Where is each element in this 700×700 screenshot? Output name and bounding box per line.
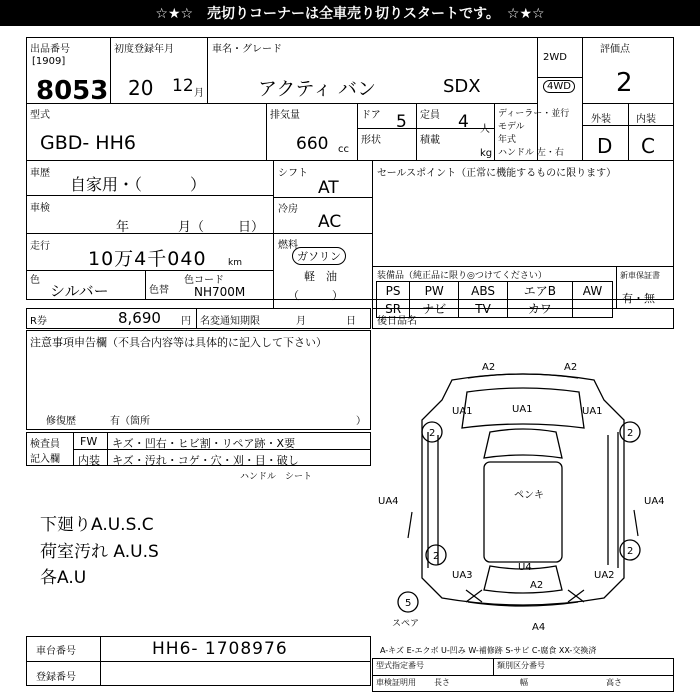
first-reg-month: 12 xyxy=(172,76,194,96)
mark-paint: ペンキ xyxy=(514,490,544,501)
equip-pw: PW xyxy=(410,282,459,300)
history-value: 自家用・（ ） xyxy=(70,175,207,194)
memo-line-1: 下廻りA.U.S.C xyxy=(40,515,154,535)
length-label: 長さ xyxy=(434,678,450,687)
model-label: 型式 xyxy=(30,110,50,121)
mark-a4: A4 xyxy=(532,622,546,633)
shaken-year: 年 xyxy=(116,220,130,235)
door-value: 5 xyxy=(396,112,407,132)
mark-a2-left: A2 xyxy=(482,362,496,373)
fuel-diesel: 軽 油 xyxy=(304,270,337,283)
chassis-label: 車台番号 xyxy=(36,646,76,657)
first-reg-year: 20 xyxy=(128,76,154,100)
handle-label: ハンドル 左・右 xyxy=(498,148,564,158)
lot-sub: [1909] xyxy=(32,56,66,67)
mark-a2-back: A2 xyxy=(530,580,544,591)
shaken-label: 車検 xyxy=(30,203,50,214)
repair-value: 有（箇所 xyxy=(110,416,150,427)
width-label: 幅 xyxy=(520,678,528,687)
car-name: アクティ バン xyxy=(258,78,376,100)
spare-label: スペア xyxy=(392,619,420,629)
mark-ua1-right: UA1 xyxy=(582,406,603,417)
tone-label: 色替 xyxy=(149,285,169,296)
inspector-label: 検査員 xyxy=(30,439,60,450)
reg-label: 登録番号 xyxy=(36,672,76,683)
rear-bumper xyxy=(468,602,578,606)
shift-label: シフト xyxy=(278,168,308,179)
handle-seat-note: ハンドル シート xyxy=(240,472,313,482)
disp-label: 排気量 xyxy=(270,110,300,121)
score-label: 評価点 xyxy=(600,44,630,55)
after-label: 後日品名 xyxy=(377,316,417,327)
year-label: 年式 xyxy=(498,135,517,145)
fuel-other: （ ） xyxy=(288,289,343,302)
fuel-label: 燃料 xyxy=(278,240,298,251)
recycle-unit: 円 xyxy=(181,316,191,327)
mileage-unit: km xyxy=(228,258,242,268)
spare-value: 5 xyxy=(405,598,412,609)
ext-label: 外装 xyxy=(591,114,611,125)
roof xyxy=(484,462,562,562)
mark-2-fr: 2 xyxy=(627,428,634,439)
model-value: GBD- HH6 xyxy=(40,132,136,154)
model-year-label: モデル xyxy=(498,122,525,132)
mark-ua1-center: UA1 xyxy=(512,404,533,415)
shaken-month: 月（ xyxy=(178,220,205,235)
equip-tv: TV xyxy=(459,300,508,318)
load-label: 積載 xyxy=(420,135,440,146)
notes-label: 注意事項申告欄（不具合内容等は具体的に記入して下さい） xyxy=(30,336,327,349)
fw-items: キズ・凹右・ヒビ割・リペア跡・X要 xyxy=(112,437,296,450)
capacity-value: 4 xyxy=(458,112,469,132)
int-score: C xyxy=(641,134,655,158)
deadline-day: 日 xyxy=(346,316,356,327)
drive-2wd: 2WD xyxy=(543,52,567,63)
recycle-value: 8,690 xyxy=(118,309,161,327)
capacity-unit: 人 xyxy=(480,124,490,135)
first-reg-unit: 月 xyxy=(194,88,204,99)
header-title: ☆★☆ 売切りコーナーは全車売り切りスタートです。 ☆★☆ xyxy=(155,6,545,22)
mark-u4: U4 xyxy=(518,562,532,573)
legend: A-キズ E-エクボ U-凹み W-補修跡 S-サビ C-腐食 XX-交換済 xyxy=(380,646,597,655)
shape-label: 形状 xyxy=(361,135,381,146)
fuel-gasoline: ガソリン xyxy=(292,247,346,265)
mark-ua2: UA2 xyxy=(594,570,615,581)
shaken-day: 日） xyxy=(238,220,265,235)
int-items: キズ・汚れ・コゲ・穴・刈・目・破し xyxy=(112,454,299,467)
cert-label: 車検証明用 xyxy=(376,678,416,687)
car-grade: SDX xyxy=(443,76,481,97)
lot-number: 8053 xyxy=(36,76,109,106)
equipment-label: 装備品（純正品に限り◎つけてください） xyxy=(377,271,547,281)
deadline-month: 月 xyxy=(296,316,306,327)
warranty-value: 有・無 xyxy=(622,292,655,305)
drive-4wd: 4WD xyxy=(543,80,575,93)
color-label: 色 xyxy=(30,275,40,286)
dealer-label: ディーラー・並行 xyxy=(498,109,570,119)
mark-a2-right: A2 xyxy=(564,362,578,373)
fw-label: FW xyxy=(80,435,98,448)
type-class-label: 類別区分番号 xyxy=(497,661,545,670)
recycle-row xyxy=(26,308,371,329)
recycle-label: R券 xyxy=(30,316,47,327)
memo-line-2: 荷室汚れ A.U.S xyxy=(40,542,159,562)
designation-label: 型式指定番号 xyxy=(376,661,424,670)
color-code-label: 色コード xyxy=(184,275,224,286)
mark-2-fl: 2 xyxy=(429,428,436,439)
equip-abs: ABS xyxy=(459,282,508,300)
equip-navi: ナビ xyxy=(410,300,459,318)
equip-leather: カワ xyxy=(507,300,572,318)
ac-value: AC xyxy=(318,212,342,232)
mark-2-rl: 2 xyxy=(433,551,440,562)
first-reg-label: 初度登録年月 xyxy=(114,44,174,55)
right-side xyxy=(608,432,618,568)
entry-label: 記入欄 xyxy=(30,454,60,465)
windshield xyxy=(484,429,562,458)
equip-ps: PS xyxy=(377,282,410,300)
memo-line-3: 各A.U xyxy=(40,568,87,588)
front-bumper xyxy=(468,374,578,378)
load-unit: kg xyxy=(480,148,493,159)
score-value: 2 xyxy=(616,68,633,98)
disp-unit: cc xyxy=(338,144,349,155)
equip-airbag: エアB xyxy=(507,282,572,300)
mileage-label: 走行 xyxy=(30,241,50,252)
color-value: シルバー xyxy=(50,282,109,300)
history-label: 車歴 xyxy=(30,168,50,179)
ext-score: D xyxy=(597,134,613,158)
equip-aw: AW xyxy=(572,282,612,300)
int-label: 内装 xyxy=(636,114,656,125)
shift-value: AT xyxy=(318,178,339,198)
sales-point-label: セールスポイント（正常に機能するものに限ります） xyxy=(377,168,617,179)
car-name-label: 車名・グレード xyxy=(212,44,282,55)
mark-2-rr: 2 xyxy=(627,546,634,557)
car-diagram xyxy=(372,340,674,640)
lot-label: 出品番号 xyxy=(30,44,70,55)
warranty-label: 新車保証書 xyxy=(620,271,660,280)
repair-close-paren: ） xyxy=(356,416,366,427)
int-insp-label: 内装 xyxy=(78,454,100,467)
capacity-label: 定員 xyxy=(420,110,440,121)
mark-ua1-left: UA1 xyxy=(452,406,473,417)
mark-ua4-left: UA4 xyxy=(378,496,399,507)
color-code: NH700M xyxy=(194,285,246,299)
header-banner xyxy=(0,0,700,26)
after-row xyxy=(372,308,674,329)
repair-label: 修復歴 xyxy=(46,416,76,427)
ac-label: 冷房 xyxy=(278,204,298,215)
mark-ua4-right: UA4 xyxy=(644,496,665,507)
deadline-label: 名変通知期限 xyxy=(200,316,260,327)
disp-value: 660 xyxy=(296,134,329,154)
equip-sr: SR xyxy=(377,300,410,318)
chassis-value: HH6- 1708976 xyxy=(152,639,288,659)
mark-ua3: UA3 xyxy=(452,570,473,581)
door-label: ドア xyxy=(361,110,381,121)
mileage-value: 10万4千040 xyxy=(88,248,207,270)
height-label: 高さ xyxy=(606,678,622,687)
